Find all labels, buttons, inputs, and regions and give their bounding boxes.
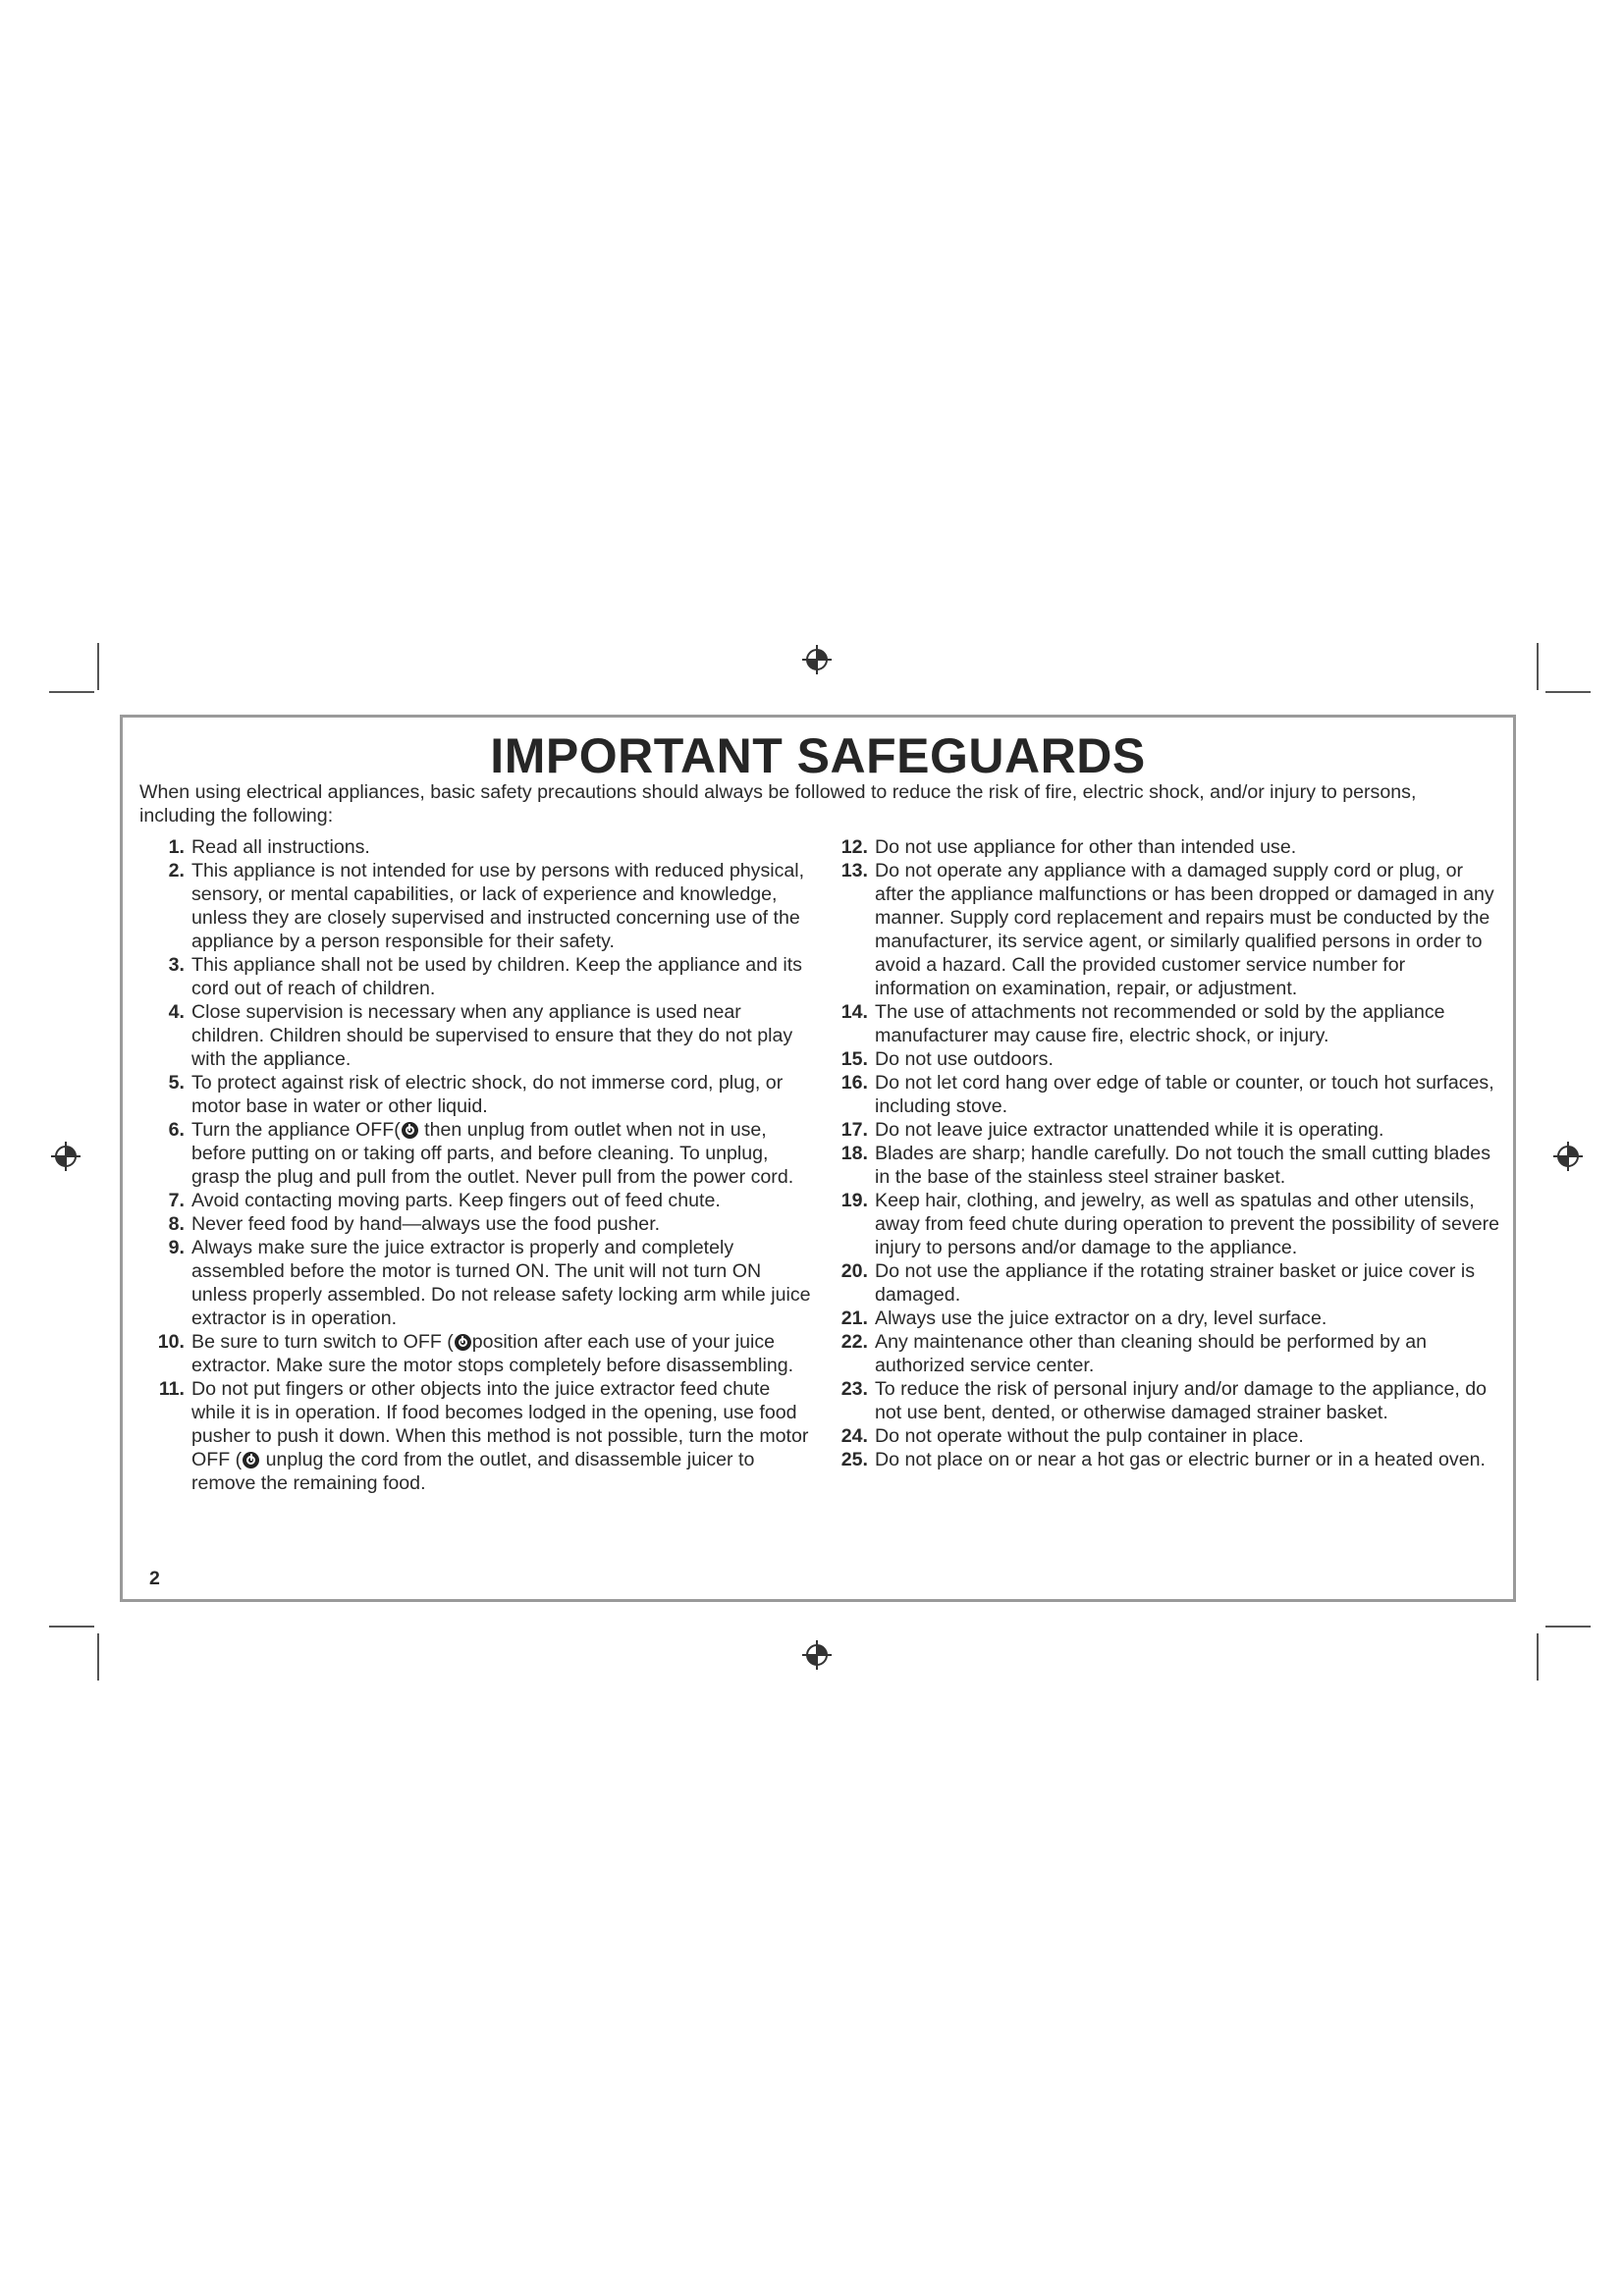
item-text: Read all instructions. [191, 836, 370, 858]
list-item [823, 1142, 1500, 1189]
crop-mark-top-right-horizontal [1545, 691, 1591, 693]
item-text: The use of attachments not recommended or sold by the appliance manufacturer may cause fire, electric shock, or injury. [875, 1001, 1445, 1046]
safeguards-list-right [823, 835, 1500, 1471]
item-number: 13. [840, 860, 868, 881]
crop-mark-top-left-horizontal [49, 691, 94, 693]
item-number: 1. [168, 836, 185, 858]
intro-paragraph: When using electrical appliances, basic safety precautions should always be followed to reduce the risk of fire, electric shock, and/or injury to persons, including the following: [139, 781, 1417, 827]
list-item [823, 1377, 1500, 1424]
list-item [139, 835, 817, 859]
item-number: 21. [840, 1308, 868, 1329]
list-item [823, 1047, 1500, 1071]
item-number: 12. [840, 836, 868, 858]
list-item [139, 1000, 817, 1071]
list-item [823, 1330, 1500, 1377]
list-item [823, 1000, 1500, 1047]
item-number: 22. [840, 1331, 868, 1353]
crop-mark-top-right-vertical [1537, 643, 1539, 690]
item-text: Do not use the appliance if the rotating strainer basket or juice cover is damaged. [875, 1260, 1476, 1306]
item-text: Do not leave juice extractor unattended while it is operating. [875, 1119, 1384, 1141]
registration-mark-left-icon [51, 1142, 81, 1171]
item-number: 20. [840, 1260, 868, 1282]
item-number: 14. [840, 1001, 868, 1023]
list-item [823, 1424, 1500, 1448]
item-text: Blades are sharp; handle carefully. Do not touch the small cutting blades in the base of the stainless steel strainer basket. [875, 1143, 1490, 1188]
crop-mark-top-left-vertical [97, 643, 99, 690]
item-text-after-icon: unplug the cord from the outlet, and disassemble juicer to remove the remaining food. [191, 1449, 755, 1494]
item-number: 5. [168, 1072, 185, 1094]
item-text: Do not let cord hang over edge of table or counter, or touch hot surfaces, including stove. [875, 1072, 1494, 1117]
item-number: 15. [840, 1048, 868, 1070]
item-number: 25. [840, 1449, 868, 1470]
item-text: Always use the juice extractor on a dry, level surface. [875, 1308, 1327, 1329]
item-number: 9. [168, 1237, 185, 1258]
list-item [139, 859, 817, 953]
list-item [139, 1071, 817, 1118]
registration-mark-bottom-icon [802, 1640, 832, 1670]
item-text-after-icon: position after each use of your juice extractor. Make sure the motor stops completely before disassembling. [191, 1331, 794, 1376]
list-item [139, 1212, 817, 1236]
list-item [139, 1330, 817, 1377]
list-item [823, 1189, 1500, 1259]
item-text: Keep hair, clothing, and jewelry, as well as spatulas and other utensils, away from feed chute during operation to prevent the possibility of severe injury to persons and/or damage to the appliance. [875, 1190, 1500, 1258]
item-text-before-icon: Be sure to turn switch to OFF ( [191, 1331, 454, 1353]
item-text: Any maintenance other than cleaning should be performed by an authorized service center. [875, 1331, 1428, 1376]
crop-mark-bottom-left-vertical [97, 1633, 99, 1681]
item-number: 2. [168, 860, 185, 881]
item-text: To protect against risk of electric shock, do not immerse cord, plug, or motor base in water or other liquid. [191, 1072, 784, 1117]
item-text: Do not operate any appliance with a damaged supply cord or plug, or after the appliance malfunctions or has been dropped or damaged in any manner. Supply cord replacement and repairs must be conducted by the manufacturer, its service agent, or similarly qualified persons in order to avoid a hazard. Call the provided customer service number for information on examination, repair, or adjustment. [875, 860, 1494, 999]
item-number: 19. [840, 1190, 868, 1211]
item-number: 7. [168, 1190, 185, 1211]
item-number: 24. [840, 1425, 868, 1447]
item-number: 4. [168, 1001, 185, 1023]
crop-mark-bottom-left-horizontal [49, 1626, 94, 1628]
item-number: 11. [158, 1378, 185, 1400]
item-text: Do not use appliance for other than intended use. [875, 836, 1297, 858]
crop-mark-bottom-right-horizontal [1545, 1626, 1591, 1628]
list-item [139, 1118, 817, 1189]
list-item [823, 1118, 1500, 1142]
item-text: Do not use outdoors. [875, 1048, 1054, 1070]
item-number: 23. [840, 1378, 868, 1400]
item-text: Do not operate without the pulp container in place. [875, 1425, 1304, 1447]
item-text: Avoid contacting moving parts. Keep fingers out of feed chute. [191, 1190, 721, 1211]
item-number: 18. [840, 1143, 868, 1164]
list-item [823, 859, 1500, 1000]
list-item [139, 1189, 817, 1212]
item-text: To reduce the risk of personal injury and/or damage to the appliance, do not use bent, dented, or otherwise damaged strainer basket. [875, 1378, 1488, 1423]
item-number: 3. [168, 954, 185, 976]
item-text: Close supervision is necessary when any appliance is used near children. Children should be supervised to ensure that they do not play with the appliance. [191, 1001, 793, 1070]
item-text-before-icon: Do not put fingers or other objects into the juice extractor feed chute while it is in operation. If food becomes lodged in the opening, use food pusher to push it down. When this method is not possible, turn the motor OFF ( [191, 1378, 809, 1470]
item-number: 17. [840, 1119, 868, 1141]
item-text: This appliance is not intended for use by persons with reduced physical, sensory, or mental capabilities, or lack of experience and knowledge, unless they are closely supervised and instructed concerning use of the appliance by a person responsible for their safety. [191, 860, 805, 952]
list-item [139, 1236, 817, 1330]
list-item [823, 1307, 1500, 1330]
item-number: 8. [168, 1213, 185, 1235]
safeguards-list-left [139, 835, 817, 1495]
power-off-icon [455, 1334, 471, 1351]
safeguards-panel [120, 715, 1516, 1602]
page-number: 2 [149, 1568, 160, 1589]
item-number: 16. [840, 1072, 868, 1094]
list-item [139, 1377, 817, 1495]
list-item [823, 1259, 1500, 1307]
list-item [823, 835, 1500, 859]
item-text: This appliance shall not be used by children. Keep the appliance and its cord out of reach of children. [191, 954, 802, 999]
registration-mark-right-icon [1553, 1142, 1583, 1171]
item-text: Never feed food by hand—always use the food pusher. [191, 1213, 661, 1235]
item-text-after-icon: then unplug from outlet when not in use, before putting on or taking off parts, and before cleaning. To unplug, grasp the plug and pull from the outlet. Never pull from the power cord. [191, 1119, 794, 1188]
item-text-before-icon: Turn the appliance OFF( [191, 1119, 401, 1141]
power-off-icon [243, 1452, 259, 1468]
page-title: IMPORTANT SAFEGUARDS [490, 728, 1146, 783]
item-text: Do not place on or near a hot gas or electric burner or in a heated oven. [875, 1449, 1486, 1470]
item-number: 6. [168, 1119, 185, 1141]
registration-mark-top-icon [802, 645, 832, 674]
list-item [823, 1071, 1500, 1118]
list-item [139, 953, 817, 1000]
crop-mark-bottom-right-vertical [1537, 1633, 1539, 1681]
item-text: Always make sure the juice extractor is properly and completely assembled before the motor is turned ON. The unit will not turn ON unless properly assembled. Do not release safety locking arm while juice extractor is in operation. [191, 1237, 811, 1329]
list-item [823, 1448, 1500, 1471]
power-off-icon [402, 1122, 418, 1139]
item-number: 10. [157, 1331, 185, 1353]
